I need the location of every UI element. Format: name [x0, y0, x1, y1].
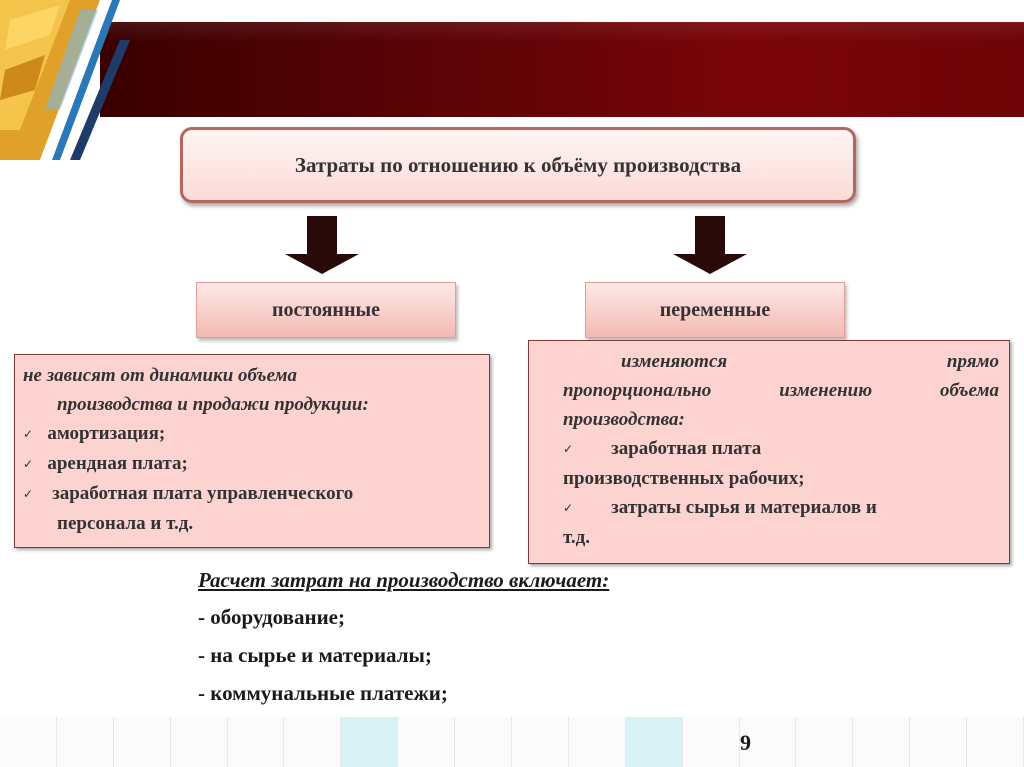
calculation-item: - на сырье и материалы; — [198, 643, 432, 667]
header-banner-shine — [100, 22, 1024, 42]
list-item — [563, 493, 999, 523]
fixed-item-text: арендная плата; — [47, 453, 188, 475]
variable-intro-line1 — [563, 347, 999, 376]
calculation-heading: Расчет затрат на производство включает: — [198, 568, 610, 592]
variable-intro-line3: производства: — [563, 409, 685, 430]
list-item — [563, 434, 999, 464]
list-item — [23, 449, 489, 479]
variable-item-text: затраты сырья и материалов и — [611, 497, 877, 519]
check-icon: ✓ — [563, 442, 574, 457]
variable-item-continuation: т.д. — [563, 527, 591, 549]
variable-costs-label: переменные — [659, 298, 771, 321]
list-item — [23, 419, 489, 449]
gold-bars-corner-image — [0, 0, 135, 160]
variable-intro-word: изменению — [779, 380, 873, 401]
calculation-item: - коммунальные платежи; — [198, 681, 448, 705]
fixed-costs-description — [14, 354, 490, 548]
check-icon: ✓ — [23, 427, 34, 442]
fixed-item-text: амортизация; — [47, 423, 166, 444]
variable-intro-word: объема — [939, 380, 999, 401]
variable-item-continuation: производственных рабочих; — [563, 468, 805, 490]
footer-tile-strip — [0, 717, 1024, 767]
variable-item-text: заработная плата — [611, 438, 762, 459]
fixed-intro-line2: производства и продажи продукции: — [57, 394, 369, 415]
arrow-down-icon — [285, 216, 359, 274]
fixed-costs-label: постоянные — [272, 298, 380, 321]
page-number: 9 — [740, 730, 751, 755]
check-icon: ✓ — [563, 501, 574, 516]
fixed-item-text: заработная плата управленческого — [52, 483, 354, 505]
variable-costs-description — [528, 340, 1010, 564]
fixed-intro-line1: не зависят от динамики объема — [23, 365, 298, 386]
list-item — [23, 479, 489, 509]
title-text: Затраты по отношению к объёму производства — [294, 152, 742, 177]
fixed-costs-label-box — [196, 282, 456, 338]
check-icon: ✓ — [23, 487, 34, 502]
check-icon: ✓ — [23, 457, 34, 472]
variable-intro-word: изменяются — [621, 351, 728, 372]
variable-costs-label-box — [585, 282, 845, 338]
variable-intro-word: прямо — [946, 351, 999, 372]
variable-intro-line2 — [563, 376, 999, 405]
fixed-item-continuation: персонала и т.д. — [57, 513, 194, 535]
variable-intro-word: пропорционально — [563, 380, 712, 401]
arrow-down-icon — [673, 216, 747, 274]
title-box — [180, 127, 856, 203]
calculation-item: - оборудование; — [198, 605, 345, 629]
